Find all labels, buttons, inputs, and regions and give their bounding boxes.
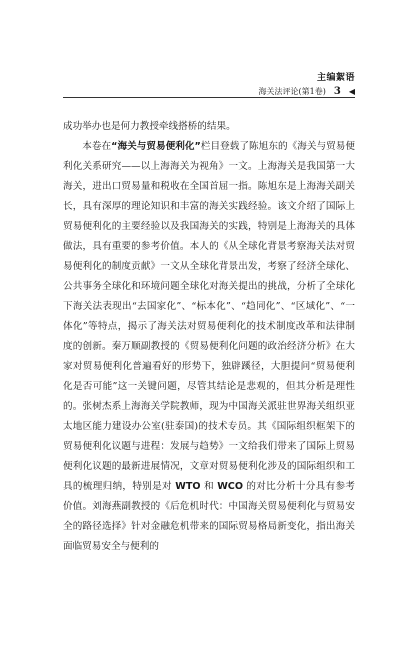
- wto-term: WTO: [175, 481, 201, 492]
- paragraph-2: [63, 137, 355, 557]
- page-marker-icon: ◀: [348, 87, 355, 96]
- paragraph-2-tail: 的对比分析十分具有参考价值。刘海燕副教授的《后危机时代：中国海关贸易便利化与贸易安全的路径选择》针对金融危机带来的国际贸易格局新变化，指出海关面临贸易安全与便利的: [63, 481, 355, 552]
- column-name: “海关与贸易便利化”: [111, 141, 201, 152]
- paragraph-2-and: 和: [200, 481, 218, 492]
- journal-name: 海关法评论(第1卷): [258, 87, 326, 96]
- wco-term: WCO: [217, 481, 243, 492]
- running-header: [259, 70, 355, 97]
- page-body: [63, 117, 355, 557]
- header-subline: [259, 86, 355, 97]
- paragraph-2-text: 栏目登载了陈旭东的《海关与贸易便利化关系研究——以上海海关为视角》一文。上海海关是我国第一大海关，进出口贸易量和税收在全国首屈一指。陈旭东是上海海关副关长，具有深厚的理论知识和丰富的海关实践经验。该文介绍了国际上贸易便利化的主要经验以及我国海关的实践，特别是上海海关的具体做法，具有重要的参考价值。本人的《从全球化背景考察海关法对贸易便利化的制度贡献》一文从全球化背景出发，考察了经济全球化、公共事务全球化和环境问题全球化对海关提出的挑战，分析了全球化下海关法表现出“去国家化”、“标本化”、“趋同化”、“区域化”、“一体化”等特点，揭示了海关法对贸易便利化的技术制度改革和法律制度的创新。秦万顺副教授的《贸易便利化问题的政治经济分析》在大家对贸易便利化普遍看好的形势下，独辟蹊径，大胆提问“贸易便利化是否可能”这一关键问题，尽管其结论是悲观的，但其分析是理性的。张树杰系上海海关学院教师，现为中国海关派驻世界海关组织亚太地区能力建设办公室(驻泰国)的技术专员。其《国际组织框架下的贸易便利化议题与进程：发展与趋势》一文给我们带来了国际上贸易便利化议题的最新进展情况，文章对贸易便利化涉及的国际组织和工具的梳理归纳，特别是对: [63, 141, 355, 492]
- header-rule: [63, 97, 355, 98]
- paragraph-2-lead: 本卷在: [82, 141, 112, 152]
- section-title: 主编絮语: [316, 73, 355, 83]
- paragraph-1: 成功举办也是何力教授牵线搭桥的结果。: [63, 121, 236, 132]
- page-number: 3: [333, 86, 341, 97]
